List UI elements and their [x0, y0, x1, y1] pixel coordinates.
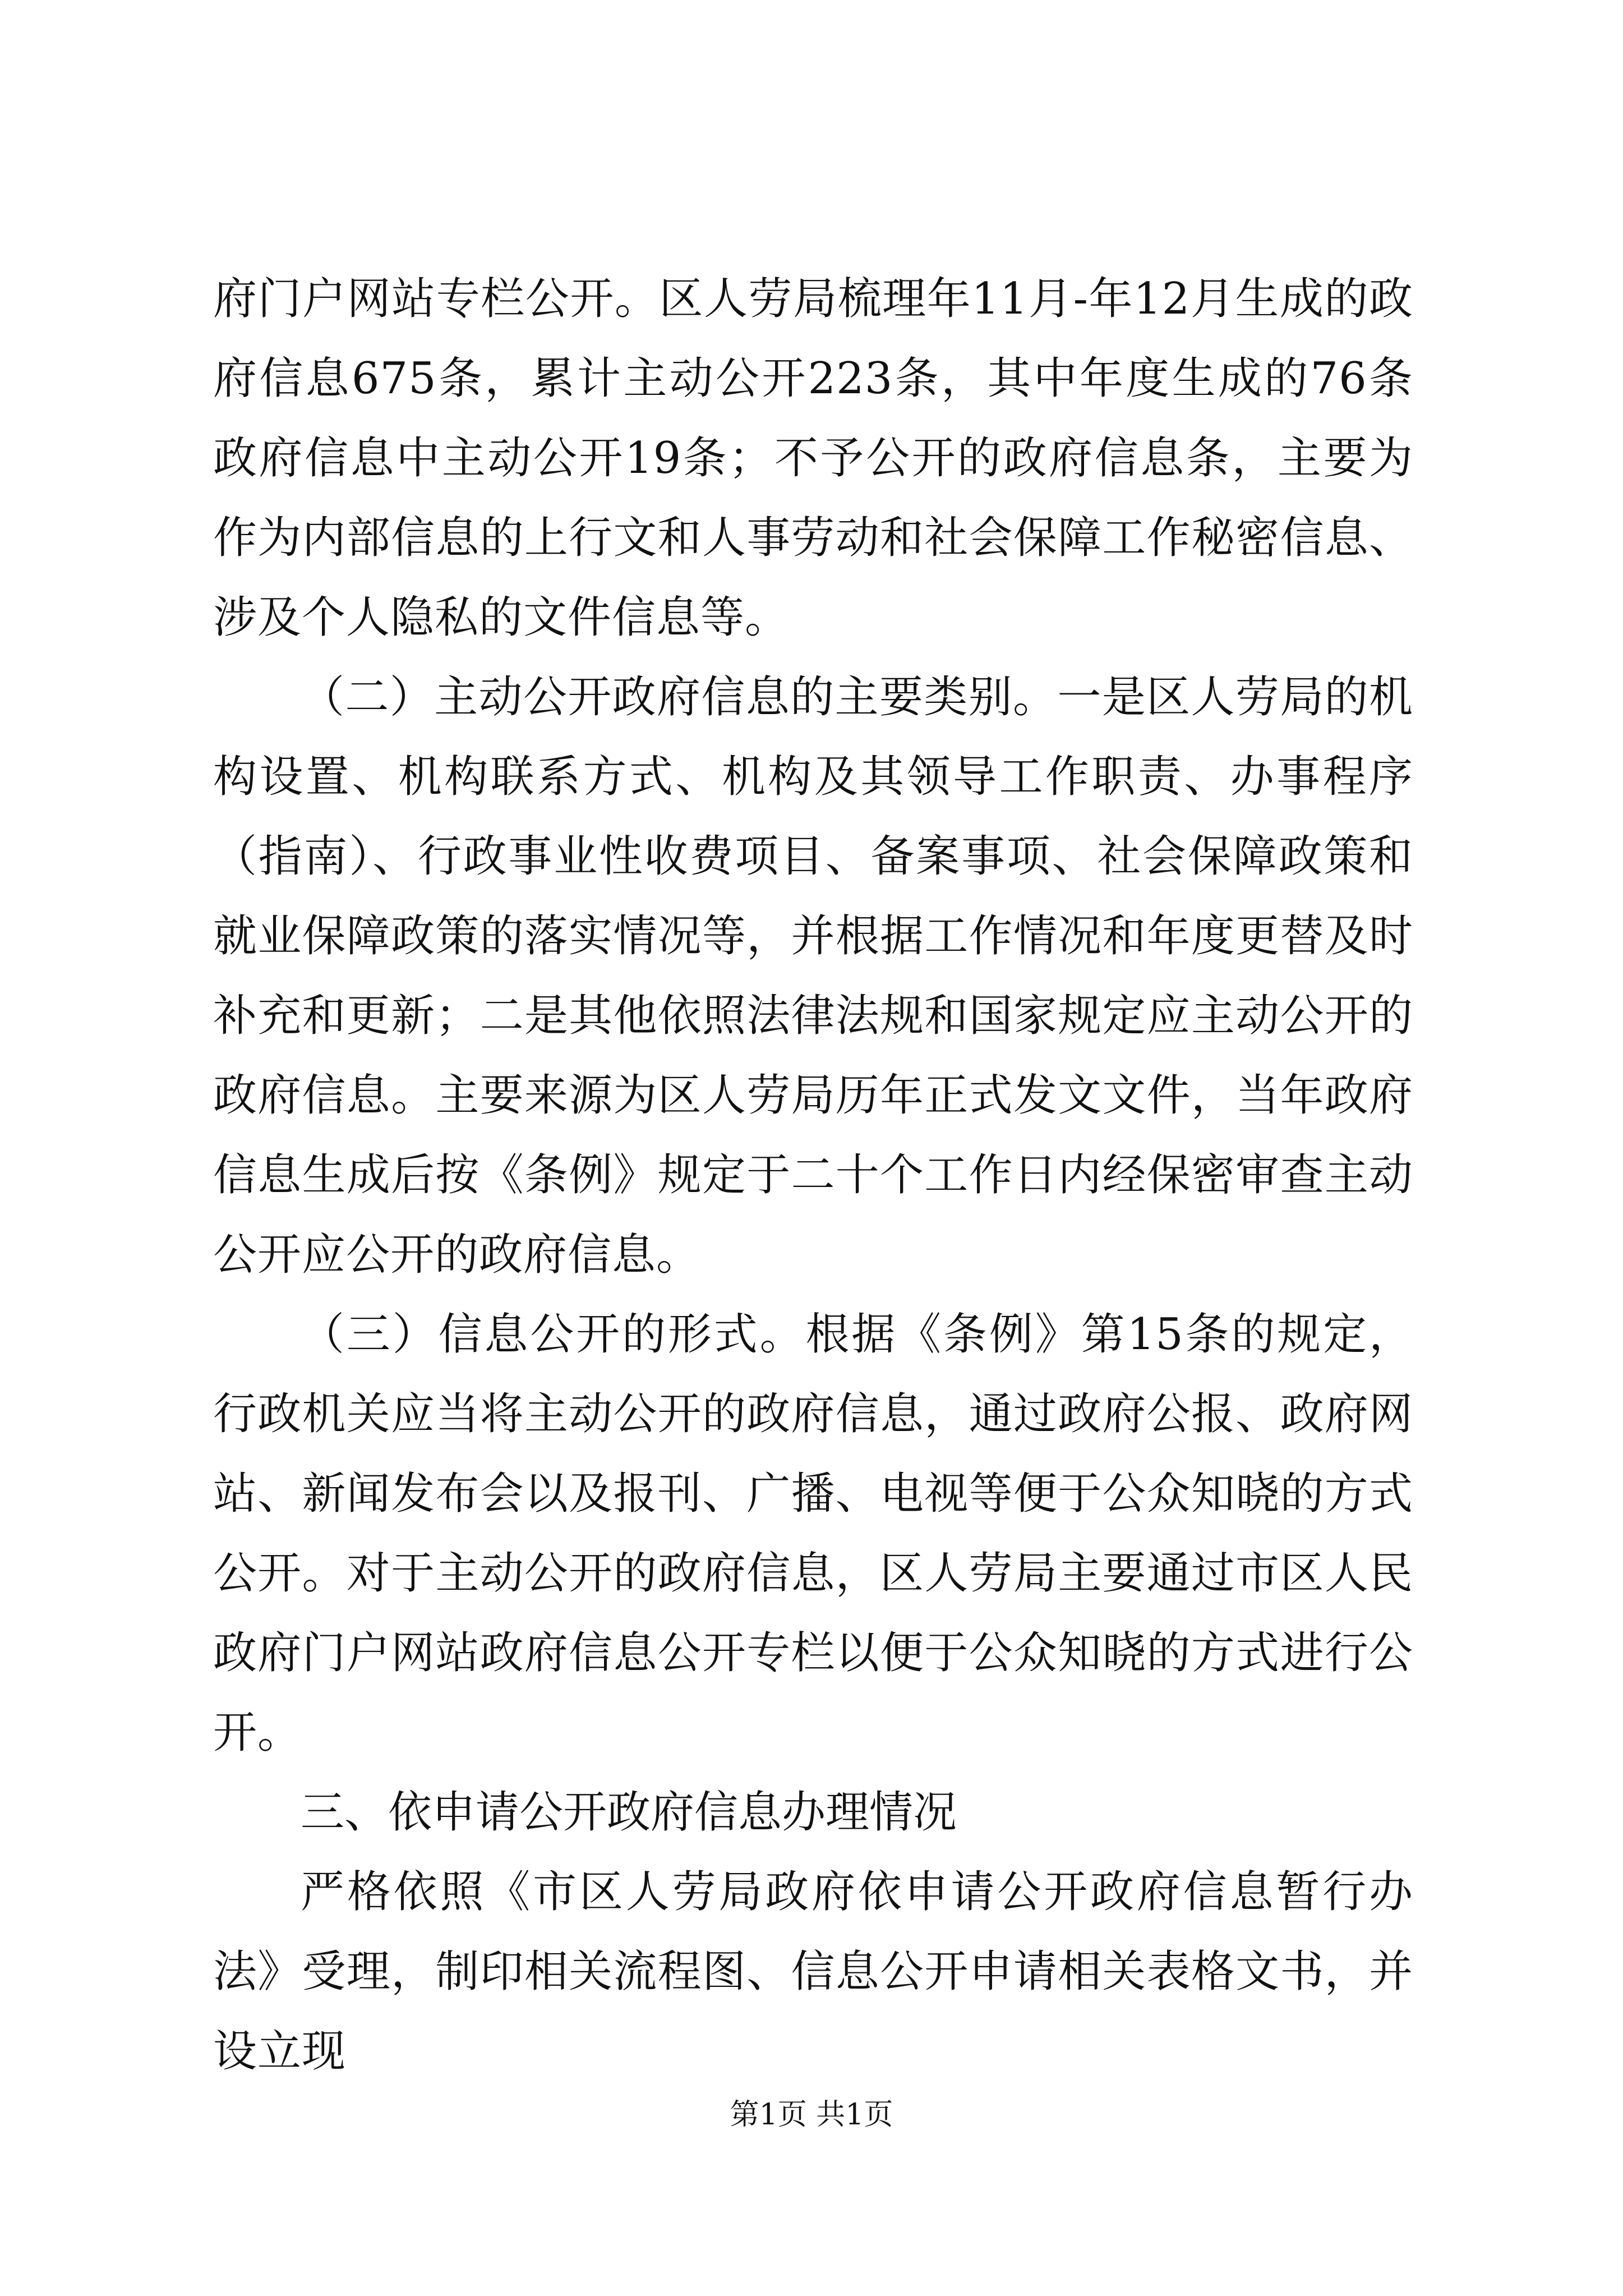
paragraph-application: 严格依照《市区人劳局政府依申请公开政府信息暂行办法》受理，制印相关流程图、信息公开申请相关表格文书，并设立现 — [213, 1867, 1413, 2077]
paragraph-forms: （三）信息公开的形式。根据《条例》第15条的规定，行政机关应当将主动公开的政府信息，通过政府公报、政府网站、新闻发布会以及报刊、广播、电视等便于公众知晓的方式公开。对于主动公开的政府信息，区人劳局主要通过市区人民政府门户网站政府信息公开专栏以便于公众知晓的方式进行公开。 — [213, 1309, 1413, 1758]
section-heading: 三、依申请公开政府信息办理情况 — [301, 1787, 957, 1838]
paragraph-disclosure-stats: 府门户网站专栏公开。区人劳局梳理年11月-年12月生成的政府信息675条，累计主动公开223条，其中年度生成的76条政府信息中主动公开19条；不予公开的政府信息条，主要为作为内部信息的上行文和人事劳动和社会保障工作秘密信息、涉及个人隐私的文件信息等。 — [213, 274, 1413, 643]
paragraph-categories: （二）主动公开政府信息的主要类别。一是区人劳局的机构设置、机构联系方式、机构及其领导工作职责、办事程序（指南）、行政事业性收费项目、备案事项、社会保障政策和就业保障政策的落实情况等，并根据工作情况和年度更替及时补充和更新；二是其他依照法律法规和国家规定应主动公开的政府信息。主要来源为区人劳局历年正式发文文件，当年政府信息生成后按《条例》规定于二十个工作日内经保密审查主动公开应公开的政府信息。 — [213, 672, 1413, 1280]
document-body — [213, 259, 1413, 2091]
page-footer: 第1页 共1页 — [730, 2098, 893, 2132]
